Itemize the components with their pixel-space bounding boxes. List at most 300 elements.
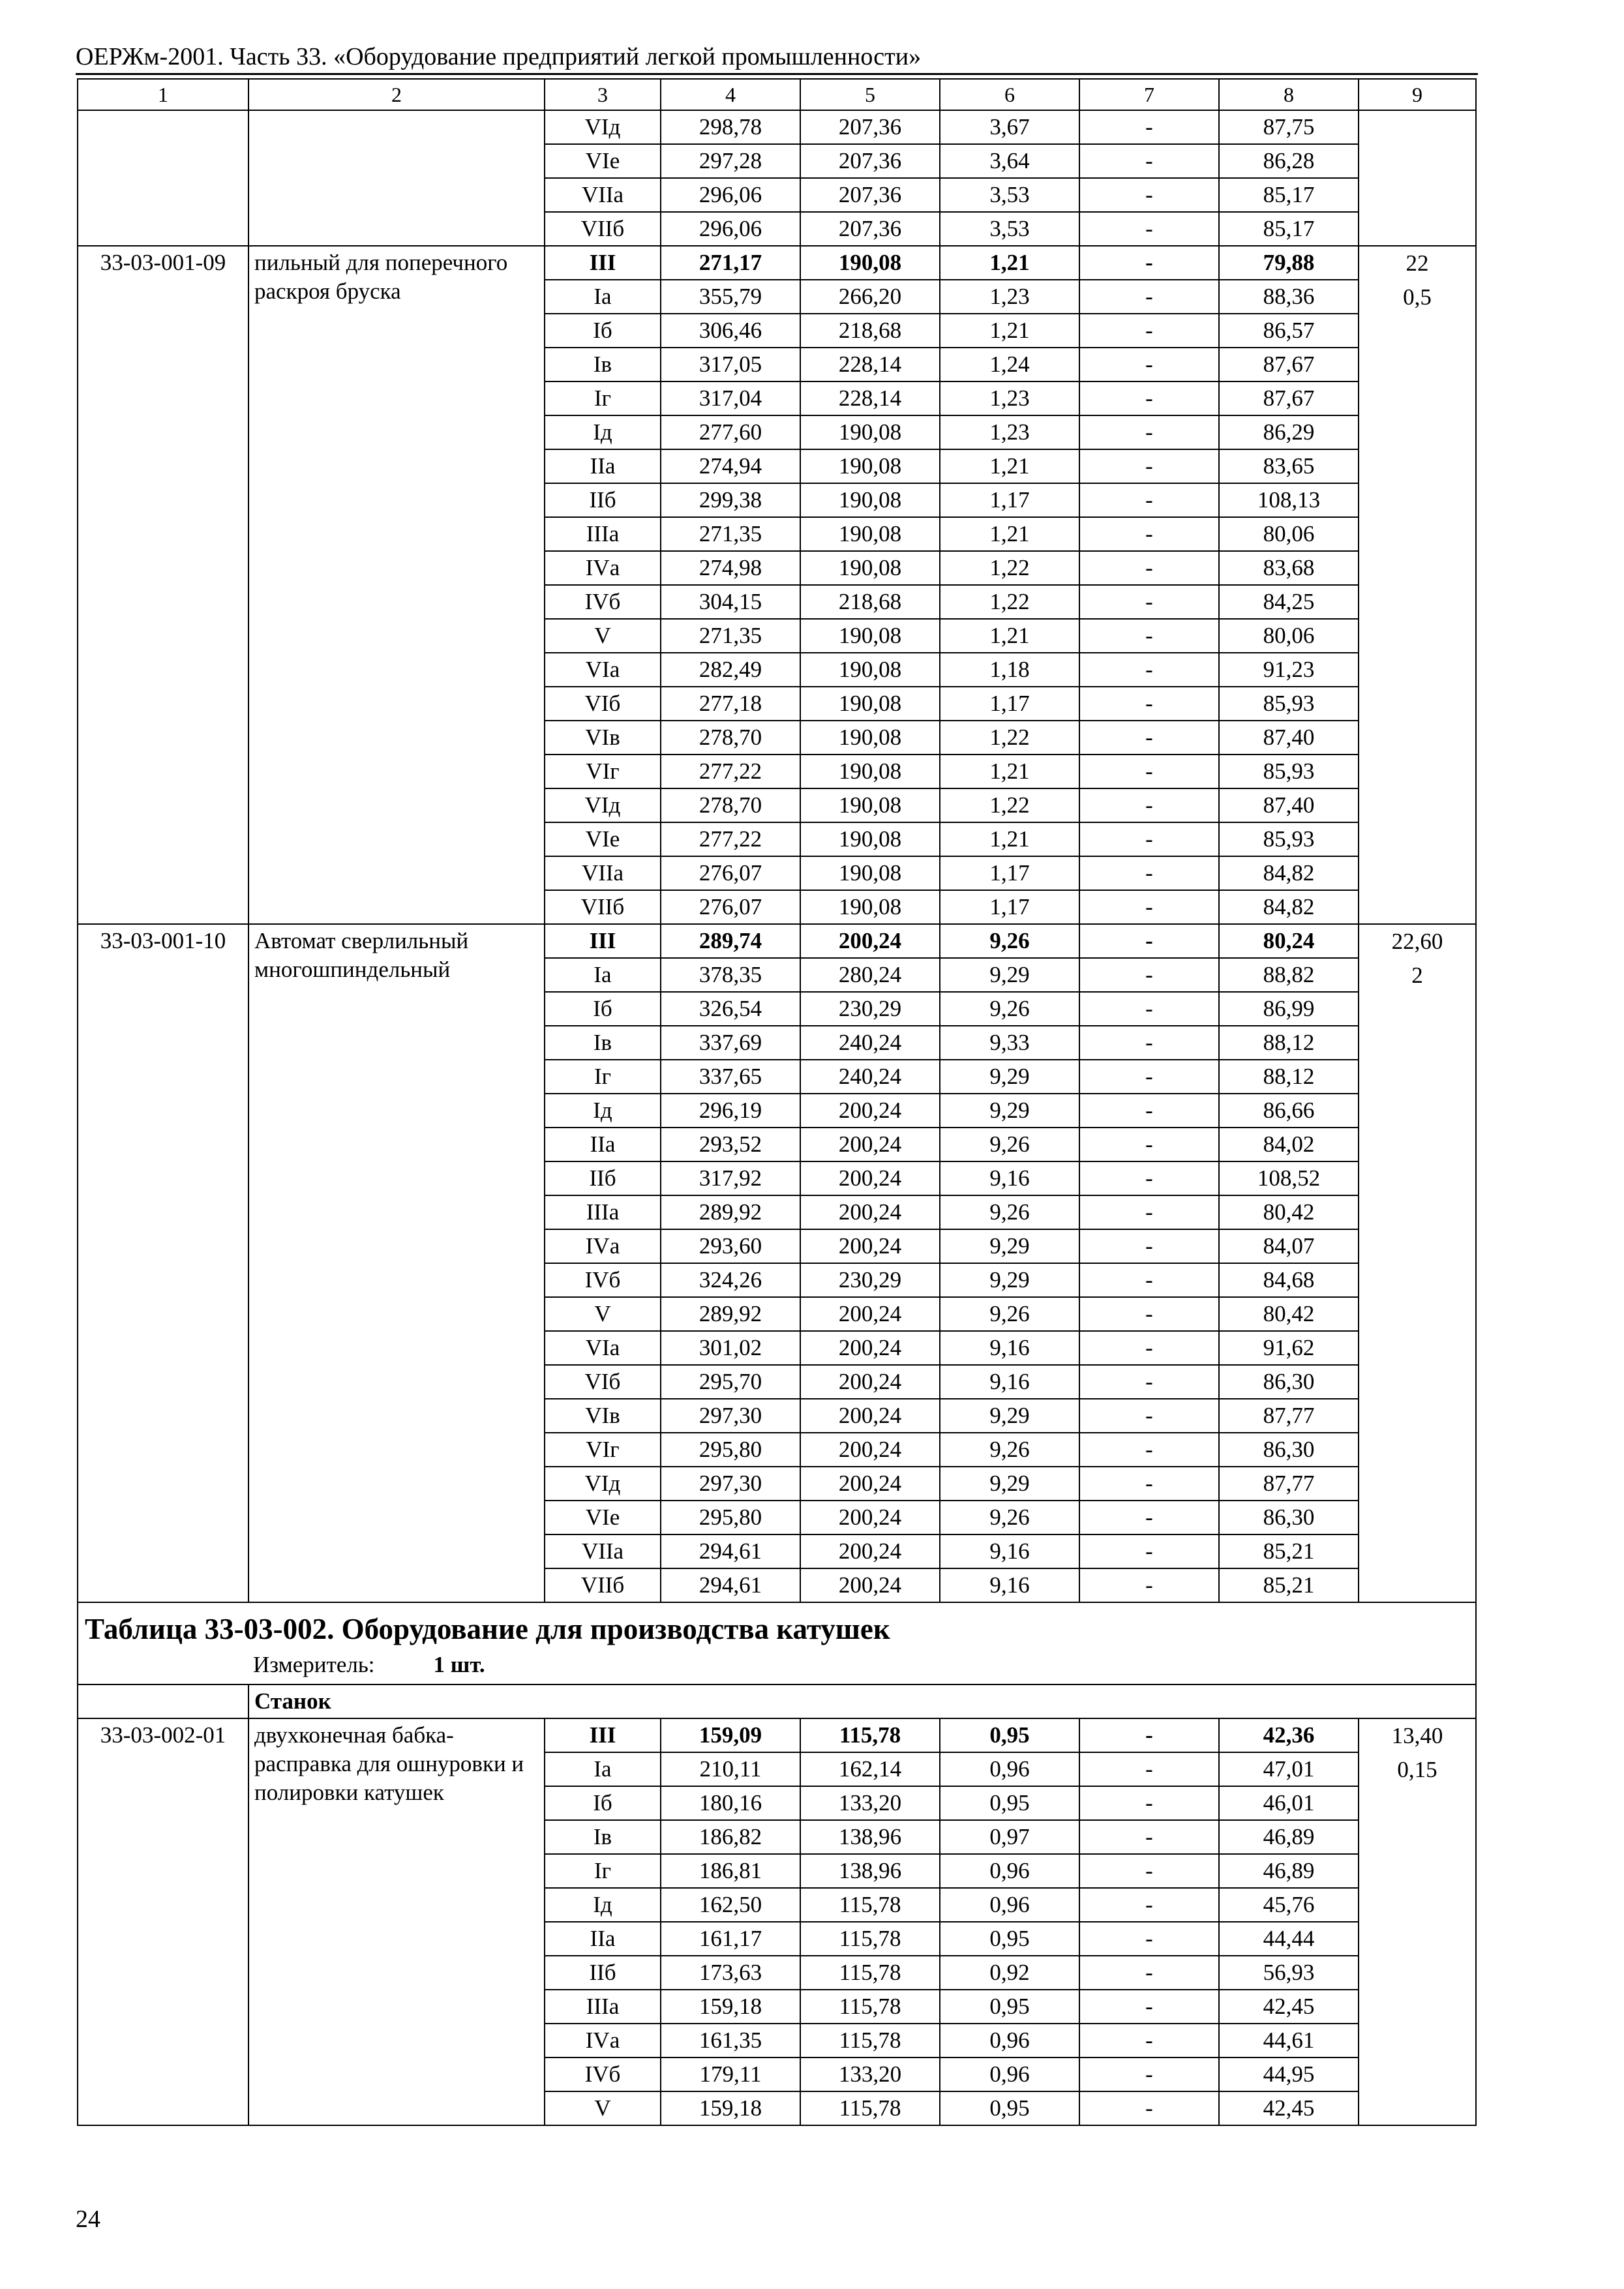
value-cell: 200,24: [800, 1128, 940, 1161]
value-cell: 1,22: [940, 721, 1079, 755]
value-cell: 1,17: [940, 483, 1079, 517]
value-cell: 190,08: [800, 449, 940, 483]
value-cell: 86,99: [1219, 992, 1359, 1026]
value-cell: 277,22: [661, 822, 800, 856]
code-cell: [78, 110, 248, 246]
value-cell: VIIа: [545, 856, 661, 890]
value-cell: -: [1079, 1161, 1219, 1195]
value-cell: -: [1079, 517, 1219, 551]
value-cell: 161,17: [661, 1922, 800, 1956]
name-cell: [248, 110, 545, 246]
value-cell: VIд: [545, 788, 661, 822]
value-cell: 80,42: [1219, 1195, 1359, 1229]
col9-value: 13,40: [1391, 1723, 1443, 1748]
value-cell: 138,96: [800, 1820, 940, 1854]
value-cell: 1,22: [940, 551, 1079, 585]
table2-measure: [85, 1649, 1469, 1681]
value-cell: 44,61: [1219, 2024, 1359, 2057]
value-cell: 271,17: [661, 246, 800, 280]
value-cell: 87,67: [1219, 382, 1359, 415]
value-cell: 207,36: [800, 212, 940, 246]
value-cell: 218,68: [800, 314, 940, 348]
value-cell: 297,30: [661, 1467, 800, 1501]
value-cell: IIб: [545, 483, 661, 517]
value-cell: 88,12: [1219, 1060, 1359, 1094]
value-cell: 84,02: [1219, 1128, 1359, 1161]
value-cell: 278,70: [661, 721, 800, 755]
value-cell: 294,61: [661, 1568, 800, 1602]
value-cell: 200,24: [800, 1331, 940, 1365]
col9-value: 0,5: [1403, 284, 1432, 310]
value-cell: 9,26: [940, 992, 1079, 1026]
value-cell: 84,07: [1219, 1229, 1359, 1263]
value-cell: 1,23: [940, 280, 1079, 314]
value-cell: 88,36: [1219, 280, 1359, 314]
value-cell: 186,82: [661, 1820, 800, 1854]
value-cell: 3,53: [940, 178, 1079, 212]
value-cell: 200,24: [800, 1365, 940, 1399]
value-cell: 80,06: [1219, 619, 1359, 653]
col9-value: 2: [1411, 963, 1423, 988]
value-cell: -: [1079, 110, 1219, 144]
column-header: 1: [78, 79, 248, 110]
value-cell: 274,94: [661, 449, 800, 483]
value-cell: VIIа: [545, 1534, 661, 1568]
value-cell: -: [1079, 1195, 1219, 1229]
value-cell: 190,08: [800, 687, 940, 721]
value-cell: 1,23: [940, 382, 1079, 415]
value-cell: 179,11: [661, 2057, 800, 2091]
value-cell: VIв: [545, 721, 661, 755]
value-cell: -: [1079, 382, 1219, 415]
value-cell: VIе: [545, 822, 661, 856]
value-cell: -: [1079, 212, 1219, 246]
value-cell: 276,07: [661, 890, 800, 924]
column-header: 4: [661, 79, 800, 110]
value-cell: 190,08: [800, 619, 940, 653]
value-cell: V: [545, 1297, 661, 1331]
value-cell: 84,82: [1219, 856, 1359, 890]
value-cell: 0,96: [940, 1752, 1079, 1786]
value-cell: 85,21: [1219, 1568, 1359, 1602]
code-cell: 33-03-002-01: [78, 1718, 248, 2125]
value-cell: VIе: [545, 1501, 661, 1534]
value-cell: 42,45: [1219, 1990, 1359, 2024]
value-cell: III: [545, 246, 661, 280]
value-cell: 1,21: [940, 755, 1079, 788]
value-cell: IIIа: [545, 1195, 661, 1229]
value-cell: VIд: [545, 110, 661, 144]
table-row: [78, 1718, 1476, 1752]
value-cell: 218,68: [800, 585, 940, 619]
value-cell: 9,29: [940, 1467, 1079, 1501]
column-header: 2: [248, 79, 545, 110]
value-cell: 9,26: [940, 1433, 1079, 1467]
value-cell: IIIа: [545, 1990, 661, 2024]
value-cell: Iд: [545, 1888, 661, 1922]
value-cell: -: [1079, 1752, 1219, 1786]
value-cell: 86,30: [1219, 1433, 1359, 1467]
value-cell: 1,17: [940, 856, 1079, 890]
value-cell: -: [1079, 992, 1219, 1026]
value-cell: VIб: [545, 1365, 661, 1399]
value-cell: -: [1079, 653, 1219, 687]
value-cell: 294,61: [661, 1534, 800, 1568]
value-cell: -: [1079, 890, 1219, 924]
value-cell: 190,08: [800, 856, 940, 890]
value-cell: Iа: [545, 958, 661, 992]
value-cell: 42,36: [1219, 1718, 1359, 1752]
value-cell: 85,93: [1219, 687, 1359, 721]
measure-label: Измеритель:: [253, 1652, 375, 1677]
value-cell: VIIб: [545, 1568, 661, 1602]
value-cell: 0,96: [940, 1854, 1079, 1888]
value-cell: 46,89: [1219, 1854, 1359, 1888]
value-cell: IVа: [545, 1229, 661, 1263]
value-cell: VIг: [545, 1433, 661, 1467]
value-cell: -: [1079, 1501, 1219, 1534]
value-cell: IVа: [545, 2024, 661, 2057]
value-cell: 200,24: [800, 1161, 940, 1195]
name-cell: двухконечная бабка-расправка для ошнуровки и полировки катушек: [248, 1718, 545, 2125]
value-cell: 44,95: [1219, 2057, 1359, 2091]
value-cell: 87,67: [1219, 348, 1359, 382]
value-cell: 317,04: [661, 382, 800, 415]
value-cell: 45,76: [1219, 1888, 1359, 1922]
value-cell: Iг: [545, 1854, 661, 1888]
value-cell: 301,02: [661, 1331, 800, 1365]
table-row: [78, 110, 1476, 144]
value-cell: -: [1079, 178, 1219, 212]
value-cell: VIIа: [545, 178, 661, 212]
value-cell: -: [1079, 585, 1219, 619]
value-cell: V: [545, 619, 661, 653]
value-cell: VIб: [545, 687, 661, 721]
value-cell: 115,78: [800, 2024, 940, 2057]
value-cell: IVб: [545, 1263, 661, 1297]
value-cell: 80,42: [1219, 1297, 1359, 1331]
value-cell: -: [1079, 483, 1219, 517]
value-cell: 9,29: [940, 1399, 1079, 1433]
value-cell: Iв: [545, 1026, 661, 1060]
value-cell: 277,22: [661, 755, 800, 788]
value-cell: 1,21: [940, 822, 1079, 856]
value-cell: 297,28: [661, 144, 800, 178]
value-cell: 0,97: [940, 1820, 1079, 1854]
value-cell: 207,36: [800, 144, 940, 178]
column-header: 3: [545, 79, 661, 110]
value-cell: 1,18: [940, 653, 1079, 687]
value-cell: VIIб: [545, 212, 661, 246]
value-cell: 87,75: [1219, 110, 1359, 144]
value-cell: 295,70: [661, 1365, 800, 1399]
value-cell: -: [1079, 1094, 1219, 1128]
value-cell: 306,46: [661, 314, 800, 348]
value-cell: 46,89: [1219, 1820, 1359, 1854]
col9-cell: [1359, 1718, 1476, 2125]
value-cell: -: [1079, 1534, 1219, 1568]
name-cell: Автомат сверлильный многошпиндельный: [248, 924, 545, 1602]
value-cell: 9,16: [940, 1161, 1079, 1195]
value-cell: 9,29: [940, 1060, 1079, 1094]
value-cell: 1,22: [940, 788, 1079, 822]
value-cell: 200,24: [800, 1568, 940, 1602]
value-cell: -: [1079, 856, 1219, 890]
value-cell: -: [1079, 280, 1219, 314]
value-cell: -: [1079, 1331, 1219, 1365]
value-cell: 1,21: [940, 314, 1079, 348]
value-cell: 304,15: [661, 585, 800, 619]
value-cell: -: [1079, 1718, 1219, 1752]
value-cell: IIа: [545, 449, 661, 483]
value-cell: 9,16: [940, 1365, 1079, 1399]
value-cell: VIг: [545, 755, 661, 788]
value-cell: -: [1079, 1297, 1219, 1331]
value-cell: 0,96: [940, 2057, 1079, 2091]
value-cell: 56,93: [1219, 1956, 1359, 1990]
value-cell: 83,65: [1219, 449, 1359, 483]
value-cell: 9,26: [940, 1297, 1079, 1331]
value-cell: 200,24: [800, 1534, 940, 1568]
value-cell: 190,08: [800, 788, 940, 822]
value-cell: -: [1079, 924, 1219, 958]
value-cell: 326,54: [661, 992, 800, 1026]
value-cell: 80,24: [1219, 924, 1359, 958]
value-cell: -: [1079, 1854, 1219, 1888]
value-cell: -: [1079, 1956, 1219, 1990]
value-cell: 85,17: [1219, 212, 1359, 246]
value-cell: 84,68: [1219, 1263, 1359, 1297]
value-cell: VIIб: [545, 890, 661, 924]
value-cell: 289,74: [661, 924, 800, 958]
value-cell: 266,20: [800, 280, 940, 314]
table2-title: Таблица 33-03-002. Оборудование для производства катушек: [85, 1613, 890, 1645]
value-cell: -: [1079, 1128, 1219, 1161]
value-cell: 0,95: [940, 1786, 1079, 1820]
value-cell: -: [1079, 721, 1219, 755]
value-cell: 240,24: [800, 1060, 940, 1094]
value-cell: 210,11: [661, 1752, 800, 1786]
value-cell: 9,29: [940, 1094, 1079, 1128]
value-cell: -: [1079, 1467, 1219, 1501]
value-cell: 133,20: [800, 1786, 940, 1820]
value-cell: IIа: [545, 1128, 661, 1161]
value-cell: 1,23: [940, 415, 1079, 449]
value-cell: 3,67: [940, 110, 1079, 144]
col9-value: 22,60: [1391, 929, 1443, 954]
value-cell: 9,29: [940, 1229, 1079, 1263]
value-cell: 0,96: [940, 1888, 1079, 1922]
value-cell: 1,24: [940, 348, 1079, 382]
value-cell: -: [1079, 2024, 1219, 2057]
value-cell: Iв: [545, 348, 661, 382]
value-cell: 200,24: [800, 1229, 940, 1263]
value-cell: 138,96: [800, 1854, 940, 1888]
value-cell: 86,30: [1219, 1501, 1359, 1534]
value-cell: 159,09: [661, 1718, 800, 1752]
value-cell: -: [1079, 1229, 1219, 1263]
table2-title-row: [78, 1602, 1476, 1684]
value-cell: -: [1079, 144, 1219, 178]
value-cell: Iг: [545, 1060, 661, 1094]
value-cell: -: [1079, 619, 1219, 653]
value-cell: 159,18: [661, 2091, 800, 2125]
value-cell: 200,24: [800, 1399, 940, 1433]
value-cell: 228,14: [800, 382, 940, 415]
value-cell: -: [1079, 822, 1219, 856]
value-cell: 86,66: [1219, 1094, 1359, 1128]
value-cell: 190,08: [800, 551, 940, 585]
value-cell: 173,63: [661, 1956, 800, 1990]
value-cell: 162,14: [800, 1752, 940, 1786]
value-cell: 115,78: [800, 1922, 940, 1956]
value-cell: 9,33: [940, 1026, 1079, 1060]
value-cell: 190,08: [800, 483, 940, 517]
value-cell: IIб: [545, 1956, 661, 1990]
value-cell: VIа: [545, 653, 661, 687]
value-cell: 324,26: [661, 1263, 800, 1297]
value-cell: -: [1079, 2091, 1219, 2125]
value-cell: 0,95: [940, 1718, 1079, 1752]
value-cell: 337,69: [661, 1026, 800, 1060]
value-cell: 3,64: [940, 144, 1079, 178]
value-cell: 1,21: [940, 517, 1079, 551]
value-cell: -: [1079, 1365, 1219, 1399]
value-cell: 1,17: [940, 890, 1079, 924]
col9-cell: [1359, 110, 1476, 246]
table-row: [78, 924, 1476, 958]
value-cell: Iд: [545, 415, 661, 449]
value-cell: 9,26: [940, 1195, 1079, 1229]
value-cell: -: [1079, 415, 1219, 449]
value-cell: 9,16: [940, 1568, 1079, 1602]
value-cell: 85,93: [1219, 822, 1359, 856]
value-cell: 44,44: [1219, 1922, 1359, 1956]
value-cell: -: [1079, 2057, 1219, 2091]
value-cell: VIв: [545, 1399, 661, 1433]
value-cell: 9,26: [940, 1128, 1079, 1161]
value-cell: 88,82: [1219, 958, 1359, 992]
value-cell: 190,08: [800, 890, 940, 924]
value-cell: 83,68: [1219, 551, 1359, 585]
value-cell: 200,24: [800, 1467, 940, 1501]
page-number: 24: [76, 2206, 100, 2233]
value-cell: Iг: [545, 382, 661, 415]
value-cell: 115,78: [800, 1956, 940, 1990]
value-cell: 91,62: [1219, 1331, 1359, 1365]
value-cell: Iа: [545, 1752, 661, 1786]
value-cell: 87,77: [1219, 1399, 1359, 1433]
value-cell: VIе: [545, 144, 661, 178]
value-cell: 337,65: [661, 1060, 800, 1094]
value-cell: VIд: [545, 1467, 661, 1501]
value-cell: IVа: [545, 551, 661, 585]
value-cell: 79,88: [1219, 246, 1359, 280]
value-cell: III: [545, 924, 661, 958]
value-cell: V: [545, 2091, 661, 2125]
value-cell: 293,52: [661, 1128, 800, 1161]
rates-table: [77, 78, 1477, 2126]
header-rule: [76, 73, 1478, 75]
value-cell: 240,24: [800, 1026, 940, 1060]
value-cell: -: [1079, 958, 1219, 992]
group-label: Станок: [248, 1684, 1476, 1718]
value-cell: 296,19: [661, 1094, 800, 1128]
value-cell: 274,98: [661, 551, 800, 585]
value-cell: 378,35: [661, 958, 800, 992]
value-cell: 88,12: [1219, 1026, 1359, 1060]
table-row: [78, 246, 1476, 280]
value-cell: 133,20: [800, 2057, 940, 2091]
value-cell: 115,78: [800, 1718, 940, 1752]
value-cell: 9,29: [940, 1263, 1079, 1297]
group-row: [78, 1684, 1476, 1718]
value-cell: 0,95: [940, 1990, 1079, 2024]
code-cell: 33-03-001-09: [78, 246, 248, 924]
value-cell: 298,78: [661, 110, 800, 144]
value-cell: 9,29: [940, 958, 1079, 992]
value-cell: 85,17: [1219, 178, 1359, 212]
value-cell: 115,78: [800, 1990, 940, 2024]
group-empty: [78, 1684, 248, 1718]
value-cell: 289,92: [661, 1297, 800, 1331]
value-cell: 0,92: [940, 1956, 1079, 1990]
value-cell: 42,45: [1219, 2091, 1359, 2125]
value-cell: 1,17: [940, 687, 1079, 721]
value-cell: 115,78: [800, 1888, 940, 1922]
column-header: 6: [940, 79, 1079, 110]
value-cell: -: [1079, 1060, 1219, 1094]
value-cell: 0,95: [940, 2091, 1079, 2125]
value-cell: 86,29: [1219, 415, 1359, 449]
value-cell: 86,30: [1219, 1365, 1359, 1399]
value-cell: 108,52: [1219, 1161, 1359, 1195]
value-cell: -: [1079, 687, 1219, 721]
value-cell: -: [1079, 314, 1219, 348]
value-cell: -: [1079, 1263, 1219, 1297]
value-cell: 278,70: [661, 788, 800, 822]
value-cell: -: [1079, 755, 1219, 788]
value-cell: 0,96: [940, 2024, 1079, 2057]
value-cell: -: [1079, 1888, 1219, 1922]
value-cell: IIб: [545, 1161, 661, 1195]
value-cell: -: [1079, 1820, 1219, 1854]
value-cell: 190,08: [800, 517, 940, 551]
value-cell: 85,21: [1219, 1534, 1359, 1568]
column-header: 9: [1359, 79, 1476, 110]
value-cell: 9,26: [940, 924, 1079, 958]
value-cell: 162,50: [661, 1888, 800, 1922]
value-cell: 271,35: [661, 517, 800, 551]
value-cell: 271,35: [661, 619, 800, 653]
value-cell: 277,18: [661, 687, 800, 721]
value-cell: IIIа: [545, 517, 661, 551]
value-cell: 228,14: [800, 348, 940, 382]
value-cell: 108,13: [1219, 483, 1359, 517]
value-cell: 161,35: [661, 2024, 800, 2057]
value-cell: 9,26: [940, 1501, 1079, 1534]
value-cell: -: [1079, 1026, 1219, 1060]
value-cell: 1,21: [940, 246, 1079, 280]
value-cell: 190,08: [800, 415, 940, 449]
value-cell: 80,06: [1219, 517, 1359, 551]
value-cell: 1,21: [940, 449, 1079, 483]
value-cell: 9,16: [940, 1331, 1079, 1365]
value-cell: 47,01: [1219, 1752, 1359, 1786]
value-cell: 317,05: [661, 348, 800, 382]
value-cell: -: [1079, 1786, 1219, 1820]
value-cell: 87,77: [1219, 1467, 1359, 1501]
